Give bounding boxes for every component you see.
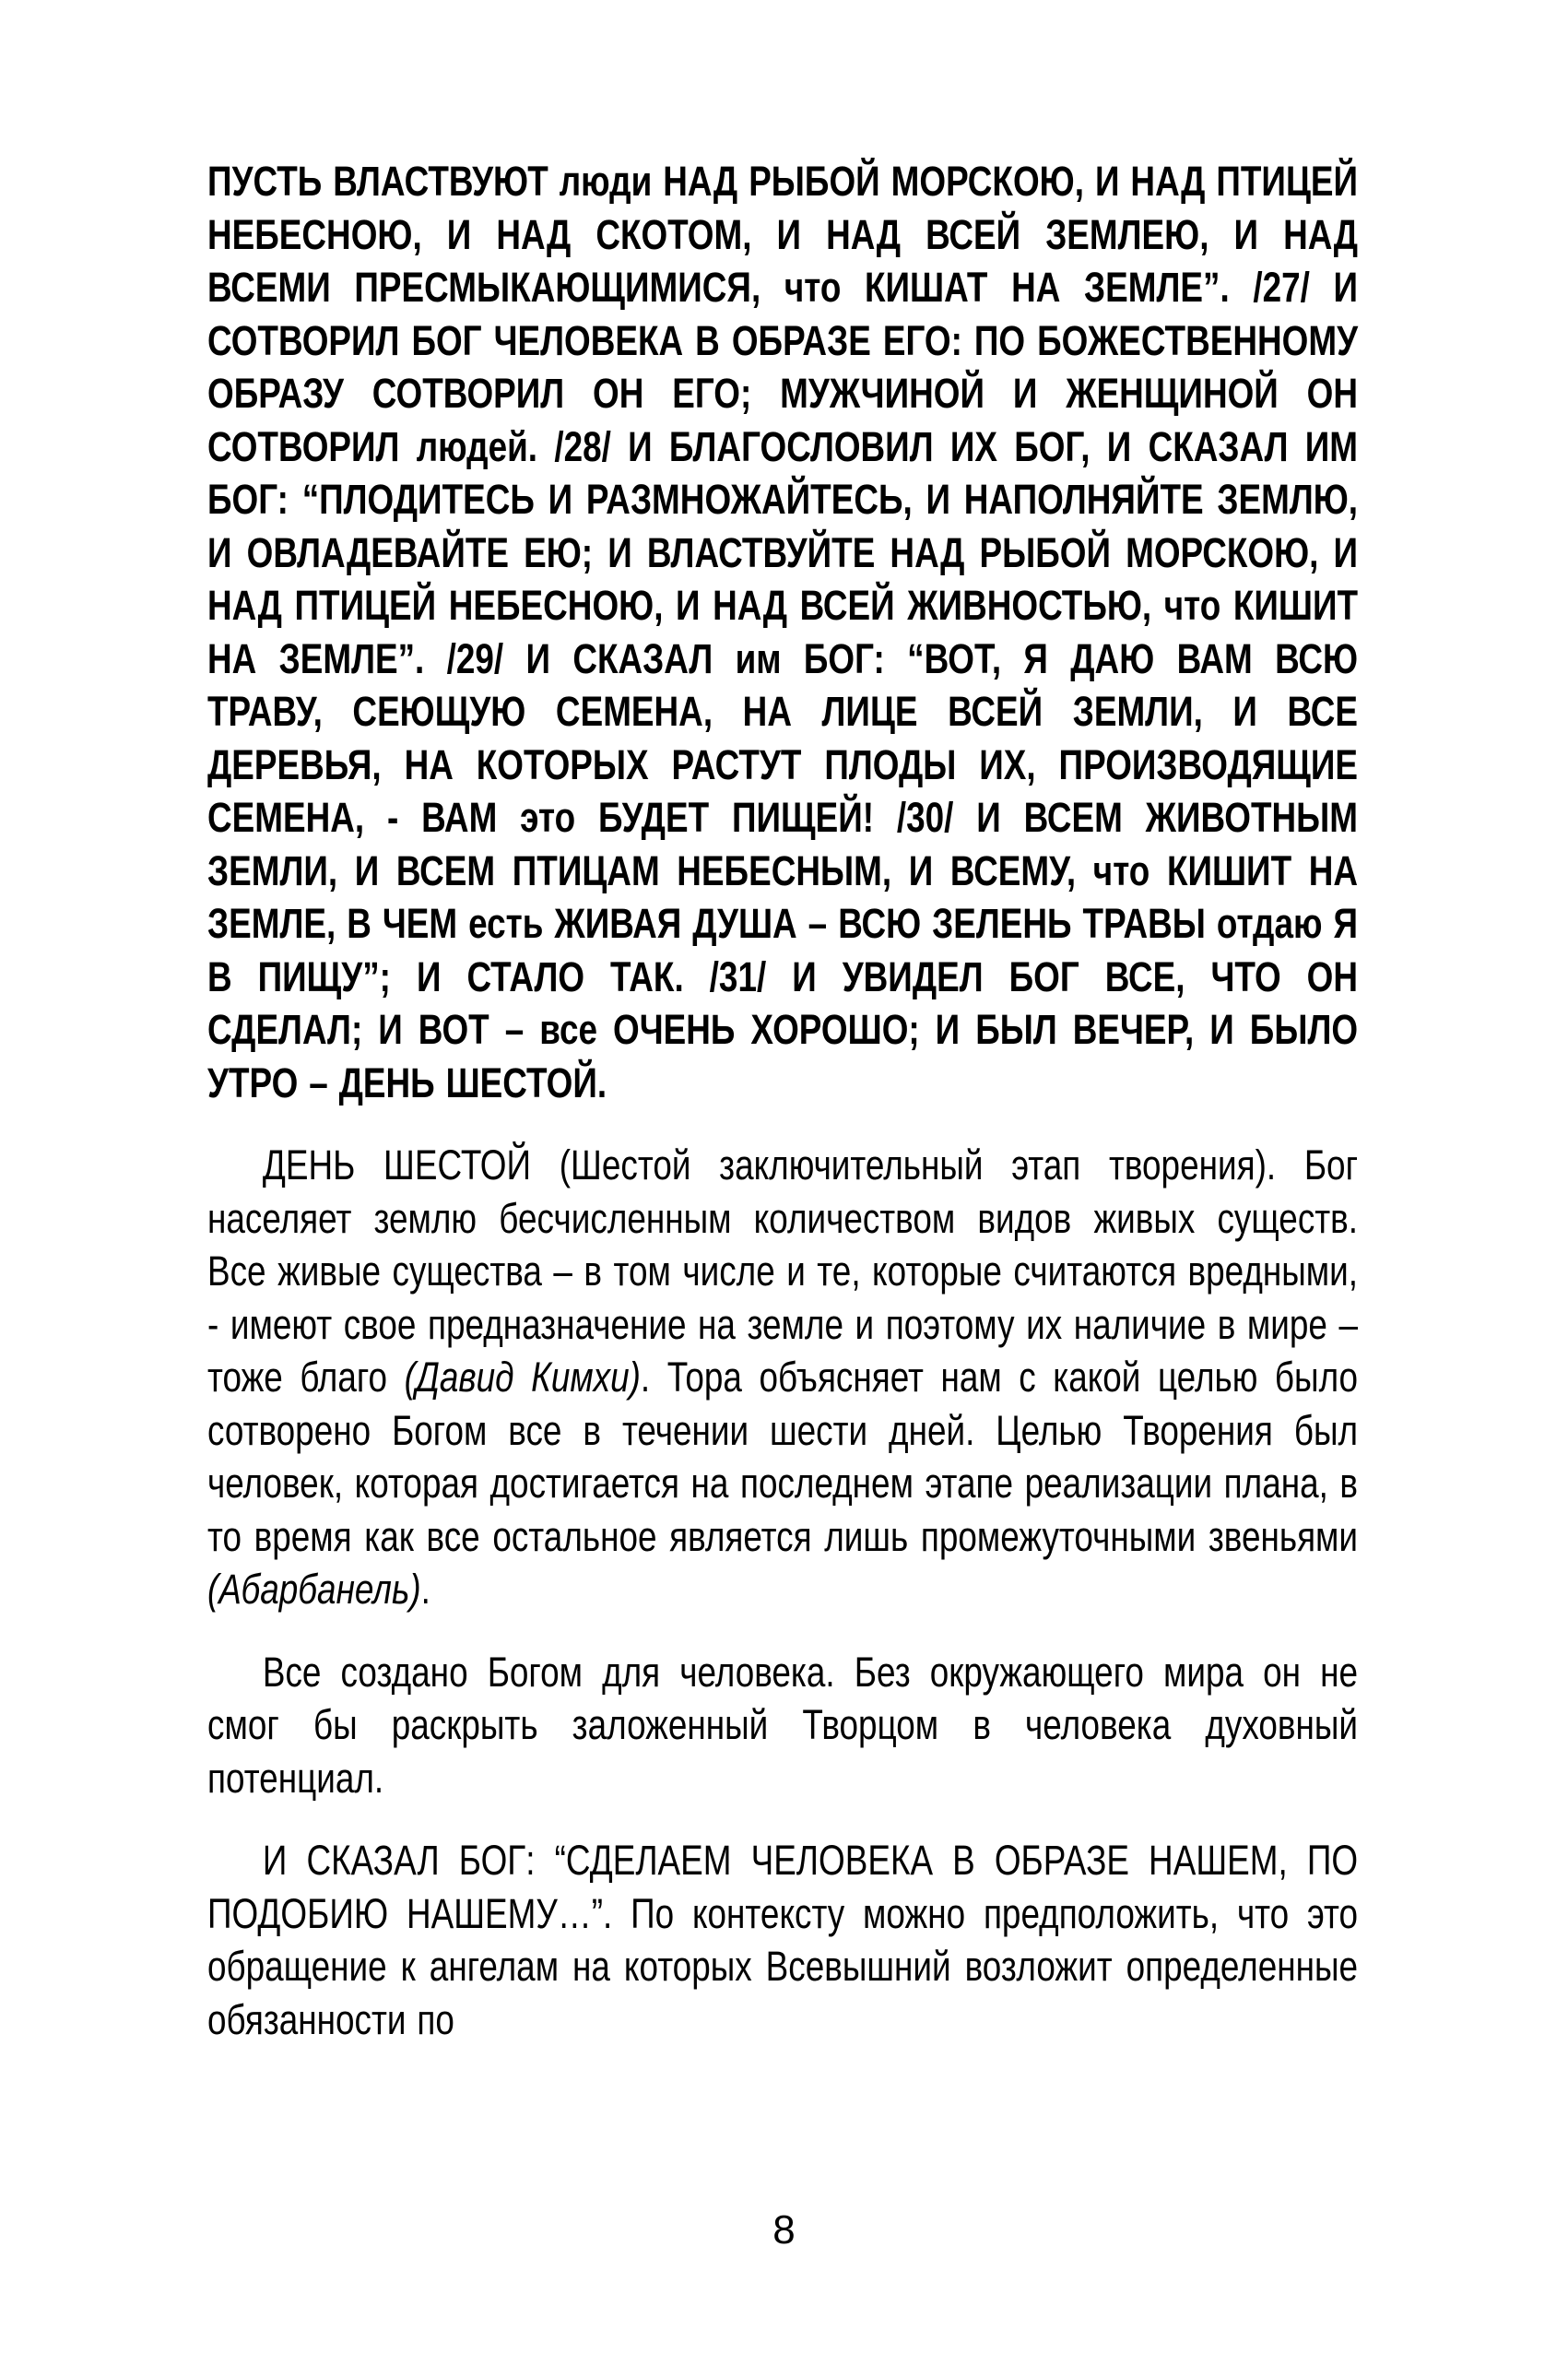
text-run: И СКАЗАЛ БОГ: “СДЕЛАЕМ ЧЕЛОВЕКА В ОБРАЗЕ НАШЕМ, ПО ПОДОБИЮ НАШЕМУ…”. По контексту можно предположить, что это обращение к ангелам на которых Всевышний возложит определенные обязанности по [207, 1837, 1359, 2043]
paragraph-commentary-let-us-make [207, 1834, 1358, 2046]
italic-text-run: (Давид Кимхи) [404, 1354, 641, 1401]
page-footer [0, 2207, 1568, 2253]
paragraph-verse-26-31 [207, 155, 1358, 1109]
page-text-column [207, 155, 1358, 2046]
text-run: . Тора объясняет нам с какой целью было сотворено Богом все в течении шести дней. Целью Творения был человек, которая достигается на последнем этапе реализации плана, в то время как все остальное является лишь промежуточными звеньями [207, 1354, 1359, 1560]
page-number: 8 [772, 2207, 796, 2252]
text-run: Все создано Богом для человека. Без окружающего мира он не смог бы раскрыть заложенный Творцом в человека духовный потенциал. [207, 1648, 1359, 1802]
text-run: ДЕНЬ ШЕСТОЙ (Шестой заключительный этап творения). Бог населяет землю бесчисленным количеством видов живых существ. Все живые существа – в том числе и те, которые считаются вредными, - имеют свое предназначение на земле и поэтому их наличие в мире – тоже благо [207, 1141, 1359, 1401]
paragraph-commentary-day-six [207, 1139, 1358, 1616]
italic-text-run: (Абарбанель) [207, 1566, 421, 1613]
text-run: . [420, 1566, 430, 1613]
text-run: ПУСТЬ ВЛАСТВУЮТ люди НАД РЫБОЙ МОРСКОЮ, И НАД ПТИЦЕЙ НЕБЕСНОЮ, И НАД СКОТОМ, И НАД ВСЕЙ ЗЕМЛЕЮ, И НАД ВСЕМИ ПРЕСМЫКАЮЩИМИСЯ, что КИШАТ НА ЗЕМЛЕ”. /27/ И СОТВОРИЛ БОГ ЧЕЛОВЕКА В ОБРАЗЕ ЕГО: ПО БОЖЕСТВЕННОМУ ОБРАЗУ СОТВОРИЛ ОН ЕГО; МУЖЧИНОЙ И ЖЕНЩИНОЙ ОН СОТВОРИЛ людей. /28/ И БЛАГОСЛОВИЛ ИХ БОГ, И СКАЗАЛ ИМ БОГ: “ПЛОДИТЕСЬ И РАЗМНОЖАЙТЕСЬ, И НАПОЛНЯЙТЕ ЗЕМЛЮ, И ОВЛАДЕВАЙТЕ ЕЮ; И ВЛАСТВУЙТЕ НАД РЫБОЙ МОРСКОЮ, И НАД ПТИЦЕЙ НЕБЕСНОЮ, И НАД ВСЕЙ ЖИВНОСТЬЮ, что КИШИТ НА ЗЕМЛЕ”. /29/ И СКАЗАЛ им БОГ: “ВОТ, Я ДАЮ ВАМ ВСЮ ТРАВУ, СЕЮЩУЮ СЕМЕНА, НА ЛИЦЕ ВСЕЙ ЗЕМЛИ, И ВСЕ ДЕРЕВЬЯ, НА КОТОРЫХ РАСТУТ ПЛОДЫ ИХ, ПРОИЗВОДЯЩИЕ СЕМЕНА, - ВАМ это БУДЕТ ПИЩЕЙ! /30/ И ВСЕМ ЖИВОТНЫМ ЗЕМЛИ, И ВСЕМ ПТИЦАМ НЕБЕСНЫМ, И ВСЕМУ, что КИШИТ НА ЗЕМЛЕ, В ЧЕМ есть ЖИВАЯ ДУША – ВСЮ ЗЕЛЕНЬ ТРАВЫ отдаю Я В ПИЩУ”; И СТАЛО ТАК. /31/ И УВИДЕЛ БОГ ВСЕ, ЧТО ОН СДЕЛАЛ; И ВОТ – все ОЧЕНЬ ХОРОШО; И БЫЛ ВЕЧЕР, И БЫЛО УТРО – ДЕНЬ ШЕСТОЙ. [207, 158, 1359, 1106]
paragraph-commentary-creation-for-man [207, 1646, 1358, 1805]
